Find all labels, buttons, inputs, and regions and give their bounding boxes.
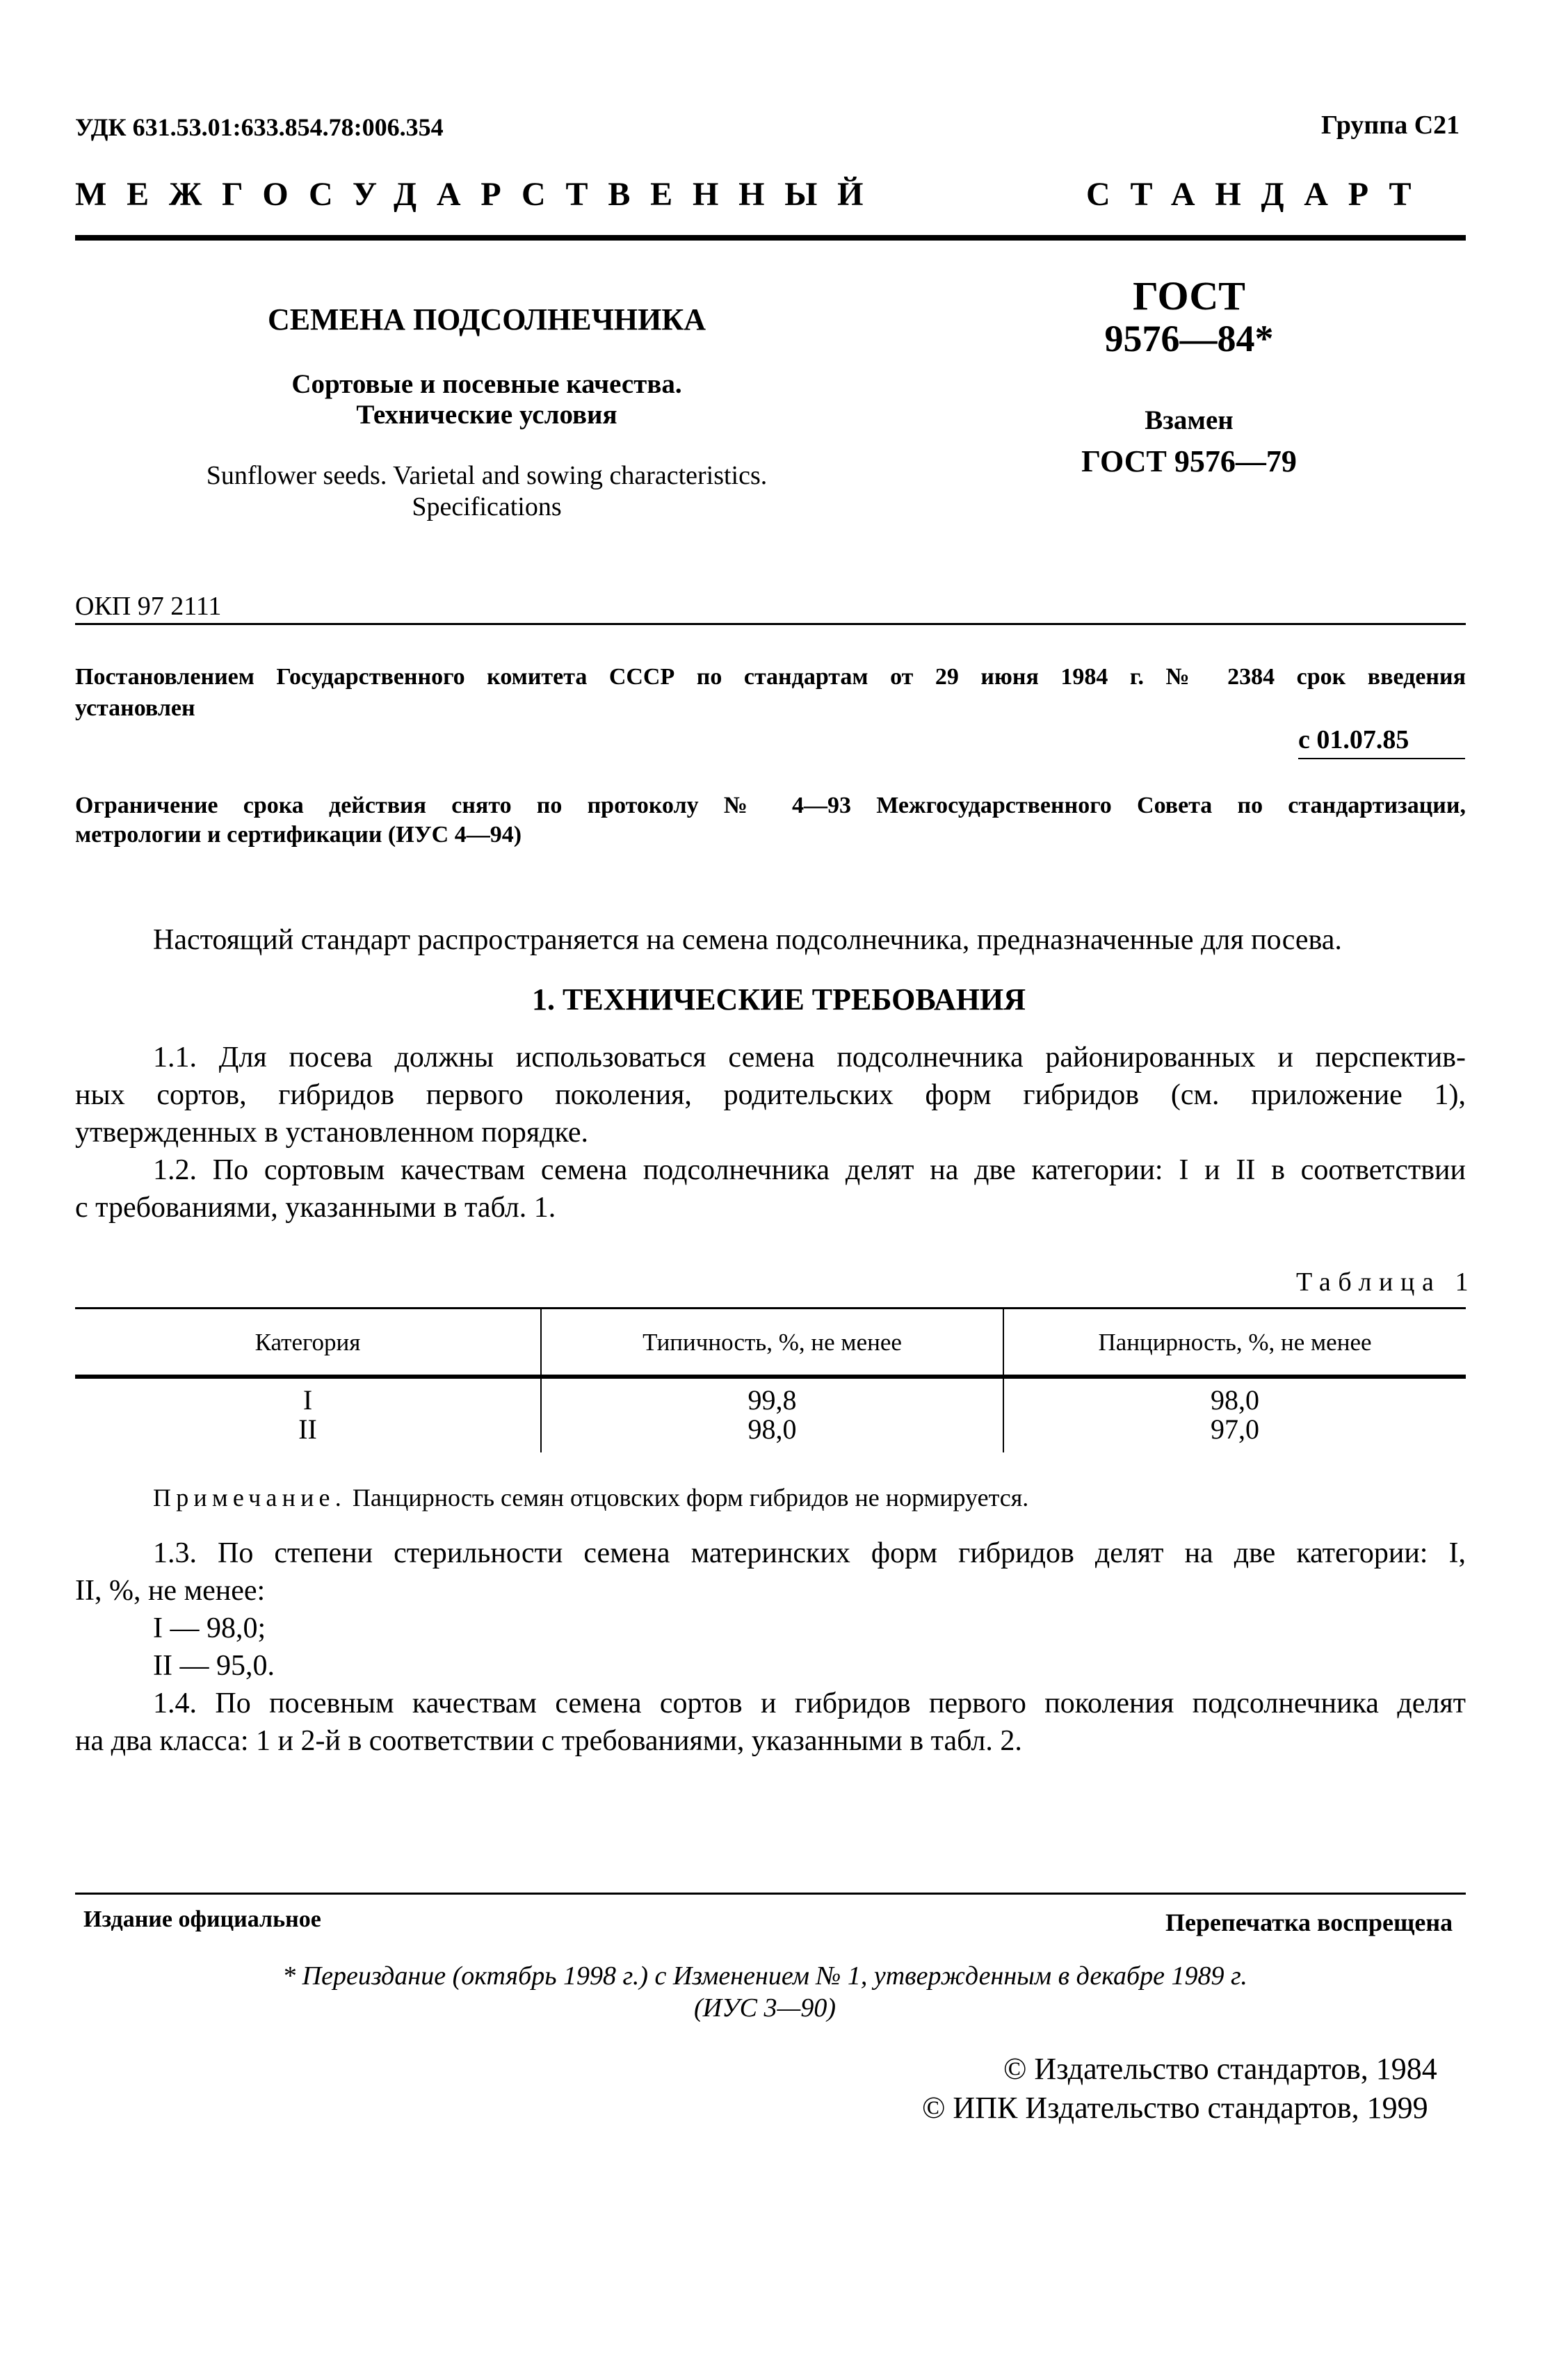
okp-code: ОКП 97 2111 [75,592,222,621]
header-typicality: Типичность, %, не менее [541,1309,1003,1376]
replaced-gost: ГОСТ 9576—79 [1081,444,1297,478]
header-category: Категория [254,1329,361,1356]
decree-line2: установлен [75,695,195,721]
para-1-3-line1: 1.3. По степени стерильности семена материнских форм гибридов делят на две категории: I, [153,1537,1466,1569]
armour-value: 97,0 [1211,1414,1259,1445]
typicality-value: 99,8 [747,1384,797,1416]
group-code: Группа С21 [1321,111,1460,140]
armour-cell [1003,1376,1466,1452]
english-title-line2: Specifications [412,492,562,521]
reprint-prohibited: Перепечатка воспрещена [1165,1909,1453,1936]
decree-date: с 01.07.85 [1298,725,1409,754]
para-1-4-line1: 1.4. По посевным качествам семена сортов и гибридов первого поколения подсолнечника делят [153,1687,1466,1719]
table-header-rule [75,1375,1466,1379]
para-1-2-line1: 1.2. По сортовым качествам семена подсолнечника делят на две категории: I и II в соответствии [153,1154,1466,1186]
subtitle-line2: Технические условия [356,400,617,430]
para-1-1-line3: утвержденных в установленном порядке. [75,1117,589,1149]
typicality-value: 98,0 [747,1414,797,1445]
standard-label: СТАНДАРТ [1086,176,1432,213]
header-rule [75,235,1466,241]
sterility-item-2: II — 95,0. [153,1650,275,1682]
reissue-note-line1: * Переиздание (октябрь 1998 г.) с Изменением № 1, утвержденным в декабре 1989 г. [282,1961,1247,1991]
restriction-line1: Ограничение срока действия снято по протоколу № 4—93 Межгосударственного Совета по стандартизации, [75,793,1466,818]
note-text: Панцирность семян отцовских форм гибридов не нормируется. [346,1484,1029,1512]
table-1 [75,1309,1466,1452]
restriction-line2: метрологии и сертификации (ИУС 4—94) [75,822,522,848]
table-header-row [75,1309,1466,1376]
title-main: СЕМЕНА ПОДСОЛНЕЧНИКА [267,302,706,337]
decree-line1: Постановлением Государственного комитета СССР по стандартам от 29 июня 1984 г. № 2384 срок введения [75,664,1466,690]
para-1-4-line2: на два класса: 1 и 2-й в соответствии с требованиями, указанными в табл. 2. [75,1725,1022,1757]
para-1-1-line1: 1.1. Для посева должны использоваться семена подсолнечника районированных и перспектив- [153,1042,1466,1074]
category-cell [75,1376,541,1452]
interstate-label: МЕЖГОСУДАРСТВЕННЫЙ [75,176,884,213]
footer-rule [75,1893,1466,1895]
table-note [153,1483,1028,1512]
date-underline [1298,758,1465,759]
category-value: I [302,1384,313,1416]
gost-number: 9576—84* [1104,318,1274,359]
replaces-label: Взамен [1145,405,1234,435]
header-armour: Панцирность, %, не менее [1003,1309,1466,1376]
para-1-2-line2: с требованиями, указанными в табл. 1. [75,1192,556,1224]
copyright-1999: © ИПК Издательство стандартов, 1999 [922,2091,1428,2125]
para-1-1-line2: ных сортов, гибридов первого поколения, родительских форм гибридов (см. приложение 1), [75,1079,1466,1111]
table-body-row [75,1376,1466,1452]
note-label: Примечание. [153,1484,346,1512]
udk-code: УДК 631.53.01:633.854.78:006.354 [75,113,444,141]
official-edition: Издание официальное [83,1906,321,1932]
okp-rule [75,623,1466,625]
para-1-3-line2: II, %, не менее: [75,1575,266,1607]
intro-text: Настоящий стандарт распространяется на семена подсолнечника, предназначенные для посева. [153,924,1342,956]
table-caption: Таблица 1 [1296,1267,1476,1297]
english-title-line1: Sunflower seeds. Varietal and sowing characteristics. [206,461,768,490]
section-title: 1. ТЕХНИЧЕСКИЕ ТРЕБОВАНИЯ [532,982,1026,1016]
reissue-note-line2: (ИУС 3—90) [694,1993,836,2023]
sterility-item-1: I — 98,0; [153,1612,266,1644]
category-value: II [298,1414,317,1445]
typicality-cell [541,1376,1003,1452]
subtitle-line1: Сортовые и посевные качества. [291,369,682,399]
copyright-1984: © Издательство стандартов, 1984 [1003,2052,1437,2086]
armour-value: 98,0 [1211,1384,1259,1416]
gost-label: ГОСТ [1133,273,1245,318]
